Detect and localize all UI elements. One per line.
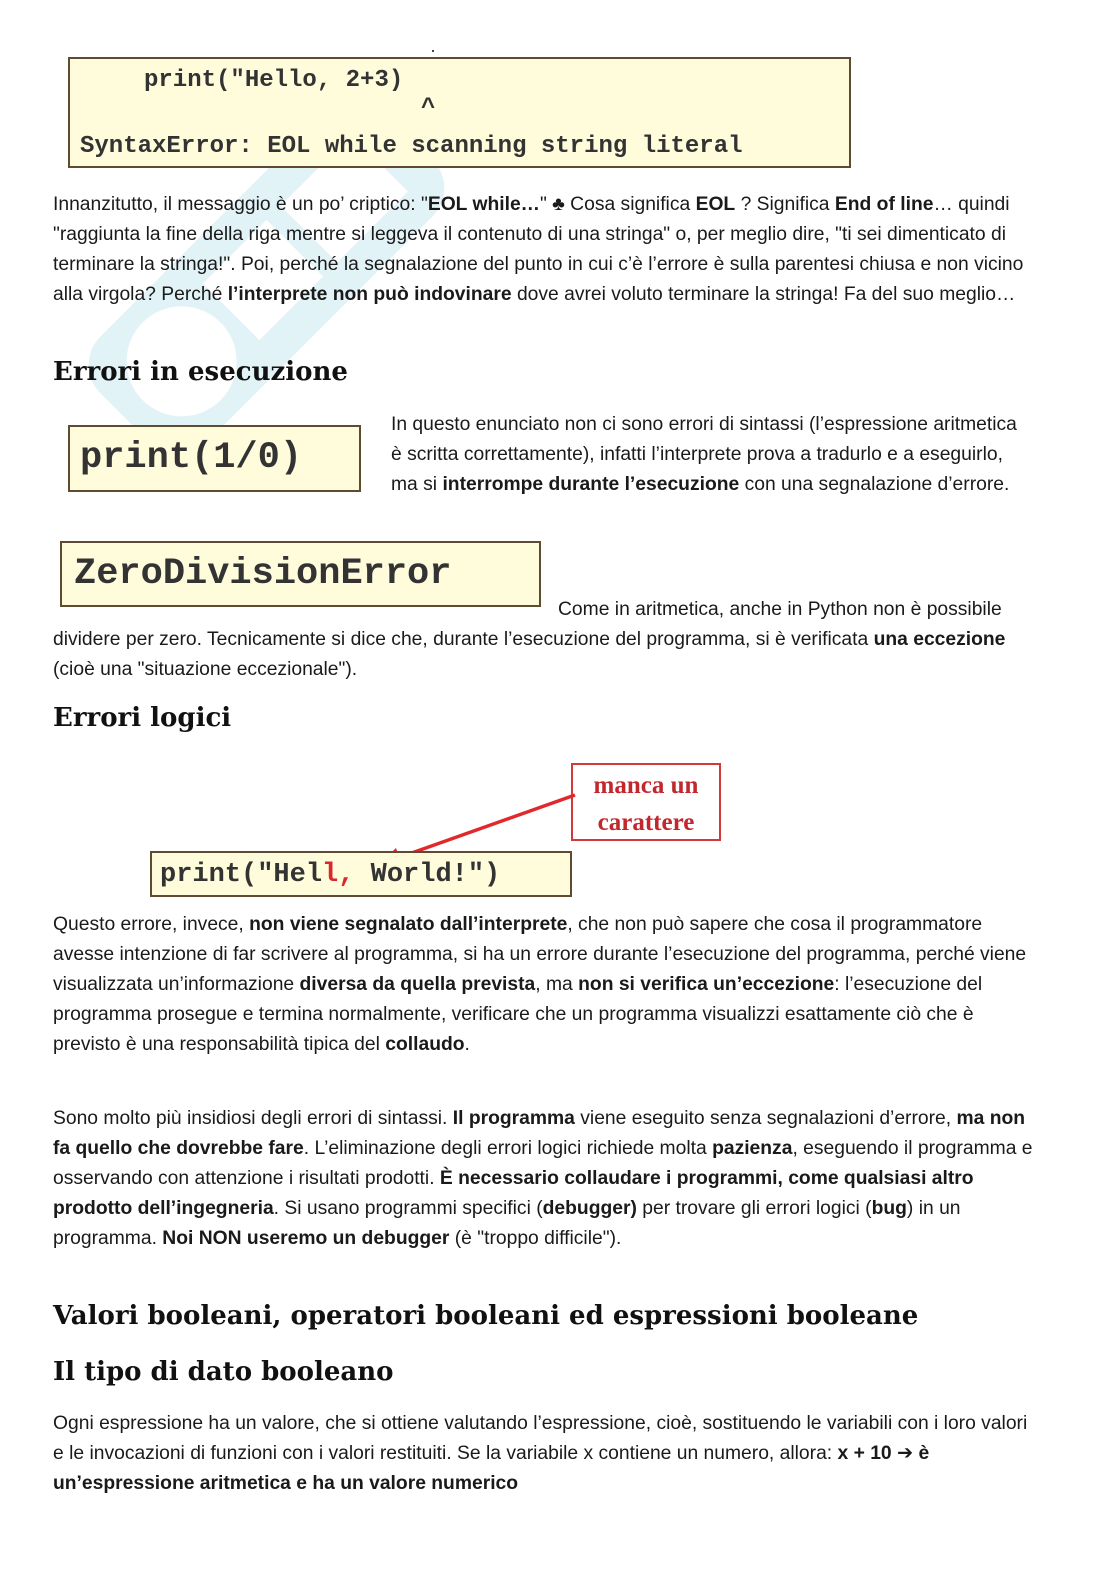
syntax-error-code-box: [68, 57, 851, 168]
stray-dot: [432, 50, 434, 52]
paragraph-eol: Innanzitutto, il messaggio è un po’ criptico: "EOL while…" ♣ Cosa significa EOL ? Significa End of line… quindi "raggiunta la fine della riga mentre si leggeva il contenuto di una stringa" o, per meglio dire, "ti sei dimenticato di terminare la stringa!". Poi, perché la segnalazione del punto in cui c’è l’errore è sulla parentesi chiusa e non vicino alla virgola? Perché l’interprete non può indovinare dove avrei voluto terminare la stringa! Fa del suo meglio…: [53, 194, 1024, 305]
heading-logic-errors: Errori logici: [53, 703, 232, 733]
division-code-box: [68, 425, 361, 492]
exception-name: ZeroDivisionError: [74, 553, 452, 595]
heading-runtime-errors: Errori in esecuzione: [53, 357, 348, 387]
syntax-error-message: SyntaxError: EOL while scanning string literal: [80, 133, 743, 160]
code-line: print("Hello, 2+3): [144, 67, 404, 94]
hello-world-code-box: [150, 851, 572, 897]
paragraph-boolean-type: Ogni espressione ha un valore, che si ottiene valutando l’espressione, cioè, sostituendo le variabili con i loro valori e le invocazioni di funzioni con i valori restituiti. Se la variabile x contiene un numero, allora: x + 10 ➔ è un’espressione aritmetica e ha un valore numerico: [53, 1413, 1028, 1494]
error-caret: ^: [421, 95, 436, 122]
heading-boolean-values: Valori booleani, operatori booleani ed espressioni booleane: [53, 1301, 919, 1331]
missing-char-callout: [571, 763, 721, 841]
paragraph-runtime: In questo enunciato non ci sono errori di sintassi (l’espressione aritmetica è scritta correttamente), infatti l’interprete prova a tradurlo e a eseguirlo, ma si interrompe durante l’esecuzione con una segnalazione d’errore.: [391, 414, 1017, 495]
code-line: print("Hell, World!"): [160, 860, 501, 890]
paragraph-exception: Come in aritmetica, anche in Python non è possibile dividere per zero. Tecnicamente si dice che, durante l’esecuzione del programma, si è verificata una eccezione (cioè una "situazione eccezionale").: [53, 599, 1006, 680]
callout-line: manca un: [593, 772, 699, 799]
callout-line: carattere: [597, 809, 695, 836]
code-line: print(1/0): [80, 437, 303, 479]
heading-boolean-type: Il tipo di dato booleano: [53, 1357, 394, 1387]
paragraph-logic-error: Questo errore, invece, non viene segnalato dall’interprete, che non può sapere che cosa il programmatore avesse intenzione di far scrivere al programma, si ha un errore durante l’esecuzione del programma, perché viene visualizzata un’informazione diversa da quella prevista, ma non si verifica un’eccezione: l’esecuzione del programma prosegue e termina normalmente, verificare che un programma visualizzi esattamente ciò che è previsto è una responsabilità tipica del collaudo.: [53, 914, 1027, 1055]
paragraph-debugging: Sono molto più insidiosi degli errori di sintassi. Il programma viene eseguito senza segnalazioni d’errore, ma non fa quello che dovrebbe fare. L’eliminazione degli errori logici richiede molta pazienza, eseguendo il programma e osservando con attenzione i risultati prodotti. È necessario collaudare i programmi, come qualsiasi altro prodotto dell’ingegneria. Si usano programmi specifici (debugger) per trovare gli errori logici (bug) in un programma. Noi NON useremo un debugger (è "troppo difficile").: [53, 1108, 1033, 1249]
